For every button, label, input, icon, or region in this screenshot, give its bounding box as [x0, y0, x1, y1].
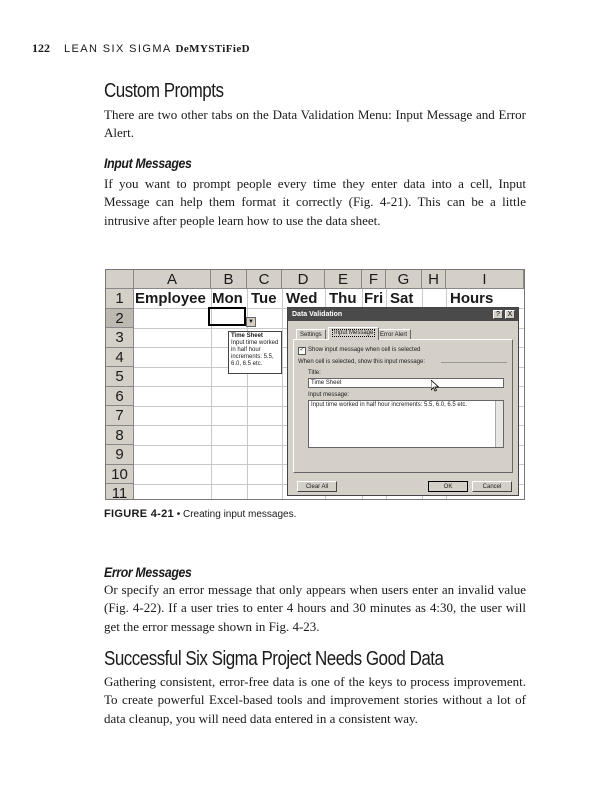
cancel-button[interactable]: Cancel [472, 481, 512, 492]
input-messages-heading: Input Messages [104, 155, 192, 171]
tooltip-title: Time Sheet [231, 333, 263, 339]
successful-heading: Successful Six Sigma Project Needs Good Data [104, 648, 444, 670]
group-label: When cell is selected, show this input message: [298, 359, 426, 365]
cell-d1[interactable]: Wed [286, 290, 318, 307]
tab-settings[interactable]: Settings [296, 329, 326, 340]
message-scrollbar[interactable] [495, 401, 503, 447]
ok-button[interactable]: OK [428, 481, 468, 492]
figure-caption-text: • Creating input messages. [176, 509, 297, 520]
row-header-3[interactable]: 3 [106, 328, 134, 348]
column-header-a[interactable]: A [134, 270, 211, 289]
cell-a1[interactable]: Employee [135, 290, 206, 307]
row-header-8[interactable]: 8 [106, 426, 134, 446]
row-header-6[interactable]: 6 [106, 387, 134, 407]
custom-prompts-heading: Custom Prompts [104, 80, 224, 102]
row-header-10[interactable]: 10 [106, 465, 134, 485]
figure-caption [104, 508, 296, 520]
input-messages-body: If you want to prompt people every time they enter data into a cell, Input Message can help them format it correctly (Fig. 4-21). This can be a little intrusive after people learn how to use the data sheet. [104, 176, 526, 228]
grid-line [282, 289, 283, 499]
select-all-corner[interactable] [106, 270, 134, 289]
successful-body: Gathering consistent, error-free data is one of the keys to process improvement. To create powerful Excel-based tools and improvement stories without a lot of data cleanup, you will need data entered in a consistent way. [104, 674, 526, 726]
row-header-7[interactable]: 7 [106, 406, 134, 426]
column-header-h[interactable]: H [422, 270, 446, 289]
row-header-11[interactable]: 11 [106, 484, 134, 500]
message-label: Input message: [308, 392, 350, 398]
error-messages-heading: Error Messages [104, 564, 192, 580]
column-header-g[interactable]: G [386, 270, 422, 289]
book-title: LEAN SIX SIGMA [64, 43, 172, 55]
show-message-label: Show input message when cell is selected [308, 347, 421, 353]
cell-e1[interactable]: Thu [329, 290, 357, 307]
column-header-f[interactable]: F [362, 270, 386, 289]
column-header-b[interactable]: B [211, 270, 247, 289]
row-header-9[interactable]: 9 [106, 445, 134, 465]
message-text: Input time worked in half hour increments: 5.5, 6.0, 6.5 etc. [311, 402, 468, 408]
close-button[interactable]: X [505, 310, 515, 319]
cell-g1[interactable]: Sat [390, 290, 414, 307]
running-header [32, 41, 250, 56]
cell-c1[interactable]: Tue [251, 290, 277, 307]
cell-i1[interactable]: Hours [450, 290, 494, 307]
column-header-e[interactable]: E [325, 270, 362, 289]
column-header-d[interactable]: D [282, 270, 325, 289]
error-messages-body: Or specify an error message that only appears when users enter an invalid value (Fig. 4-22). If a user tries to enter 4 hours and 30 minutes as 4:30, the user will get the error message shown in Fig. 4-23. [104, 582, 526, 634]
row-header-5[interactable]: 5 [106, 367, 134, 387]
group-divider [441, 362, 507, 363]
figure-label: FIGURE 4-21 [104, 508, 174, 520]
tab-input-message-label: Input Message [334, 330, 374, 336]
dialog-title: Data Validation [288, 308, 518, 321]
book-subtitle: DeMYSTiFieD [175, 43, 250, 55]
page-number: 122 [32, 41, 50, 55]
custom-prompts-body: There are two other tabs on the Data Validation Menu: Input Message and Error Alert. [104, 107, 526, 141]
column-header-c[interactable]: C [247, 270, 282, 289]
tooltip-text: Input time worked in half hour increments: 5.5, 6.0, 6.5 etc. [231, 340, 279, 367]
tab-input-message[interactable] [328, 327, 379, 340]
message-textarea[interactable] [308, 400, 504, 448]
show-message-checkbox[interactable]: ✓ [299, 347, 305, 353]
title-label: Title: [308, 370, 321, 376]
tab-error-alert[interactable]: Error Alert [376, 329, 411, 340]
row-header-2[interactable]: 2 [106, 309, 134, 329]
dropdown-arrow-icon[interactable]: ▼ [246, 317, 256, 327]
input-message-tooltip [228, 331, 282, 374]
active-cell-b2[interactable] [208, 307, 246, 326]
mouse-pointer-icon [431, 380, 439, 392]
column-header-i[interactable]: I [446, 270, 524, 289]
clear-all-button[interactable]: Clear All [297, 481, 337, 492]
title-input[interactable]: Time Sheet [308, 378, 504, 388]
data-validation-dialog [287, 307, 519, 496]
cell-b1[interactable]: Mon [212, 290, 243, 307]
cell-f1[interactable]: Fri [364, 290, 384, 307]
row-header-4[interactable]: 4 [106, 348, 134, 368]
help-button[interactable]: ? [493, 310, 503, 319]
row-header-1[interactable]: 1 [106, 289, 134, 309]
